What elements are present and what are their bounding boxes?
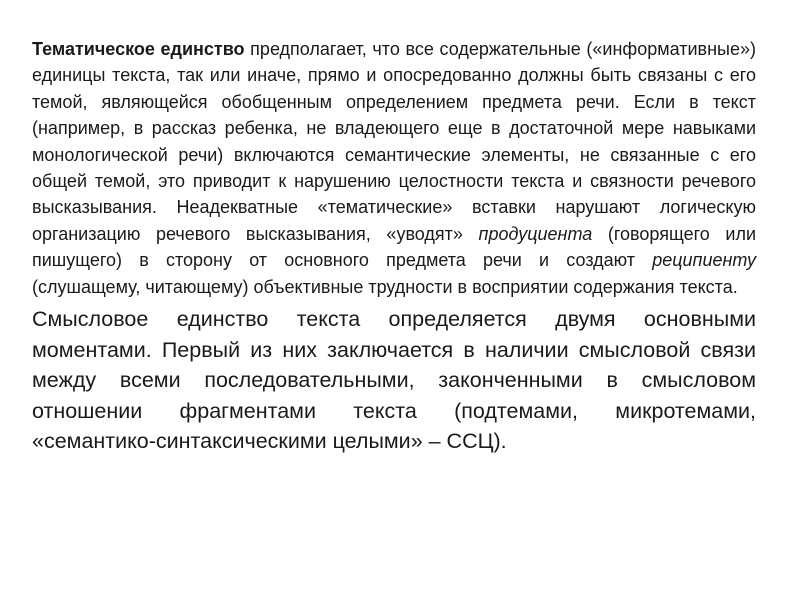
paragraph-semantic-unity: Смысловое единство текста определяется двумя основными моментами. Первый из них заключается в наличии смысловой связи между всеми последовательными, законченными в смысловом отношении фрагментами текста (подтемами, микротемами, «семантико-синтаксическими целыми» – ССЦ). <box>32 307 756 454</box>
paragraph-thematic-unity <box>32 36 756 300</box>
term-producer: продуциента <box>478 223 593 244</box>
term-thematic-unity: Тематическое единство <box>32 39 245 59</box>
paragraph1-text-a: предполагает, что все содержательные («информативные») единицы текста, так или иначе, прямо и опосредованно должны быть связаны с его темой, являющейся обобщенным определением предмета речи. Если в текст (например, в рассказ ребенка, не владеющего еще в достаточной мере навыками монологической речи) включаются семантические элементы, не связанные с его общей темой, это приводит к нарушению целостности текста и связности речевого высказывания. Неадекватные «тематические» вставки нарушают логическую организацию речевого высказывания, «уводят» <box>32 39 756 244</box>
paragraph1-text-c: (слушащему, читающему) объективные трудности в восприятии содержания текста. <box>32 276 738 297</box>
term-recipient: реципиенту <box>652 250 756 271</box>
paragraph1-text-b: (говорящего или пишущего) в сторону от основного предмета речи и создают <box>32 223 756 271</box>
text-content <box>32 36 756 457</box>
